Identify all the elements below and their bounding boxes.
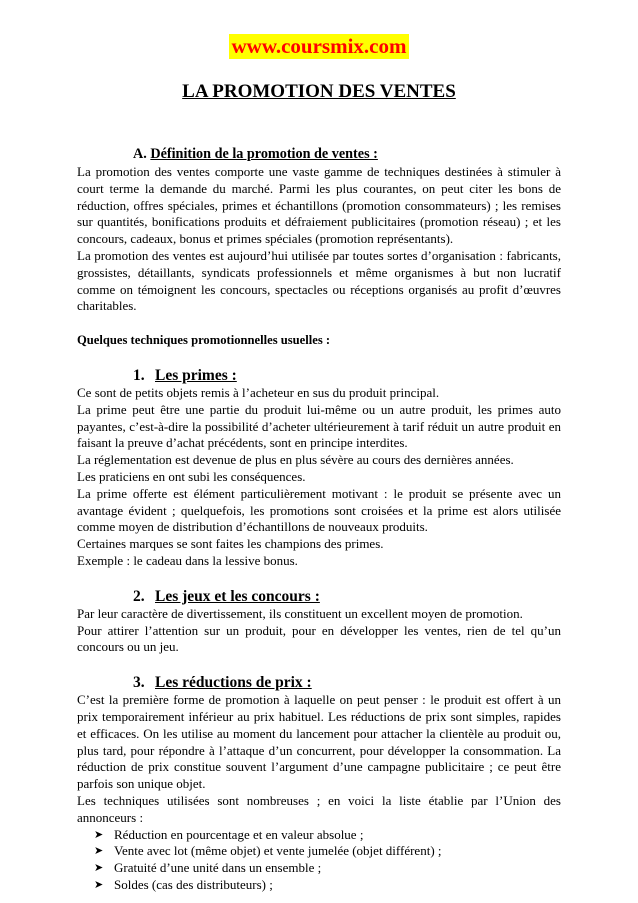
section-1-heading (77, 366, 561, 385)
section-3-number: 3. (133, 674, 145, 692)
list-item (94, 860, 561, 877)
bullet-list (77, 827, 561, 894)
section-1-paragraph: Les praticiens en ont subi les conséquences. (77, 468, 306, 484)
section-a-letter: A. (133, 146, 147, 162)
section-3-paragraph: Les techniques utilisées sont nombreuses ; en voici la liste établie par l’Union des annonceurs : (77, 792, 561, 825)
section-2-heading (77, 587, 561, 606)
section-2-paragraph: Pour attirer l’attention sur un produit, pour en développer les ventes, rien de tel qu’un concours ou un jeu. (77, 622, 561, 655)
list-item-text: Réduction en pourcentage et en valeur absolue ; (114, 826, 364, 842)
site-url[interactable]: www.coursmix.com (229, 34, 410, 59)
list-item-text: Vente avec lot (même objet) et vente jumelée (objet différent) ; (114, 843, 442, 859)
section-1-paragraph: La prime offerte est élément particulièrement motivant : le produit se présente avec un avantage évident ; quelquefois, les promotions sont croisées et la prime est alors utilisée comme moyen de distribution d’échantillons de nouveaux produits. (77, 485, 561, 535)
document-body (77, 145, 561, 894)
section-2-number: 2. (133, 587, 145, 605)
list-item (94, 877, 561, 894)
section-2-title: Les jeux et les concours : (155, 587, 320, 605)
section-3-title: Les réductions de prix : (155, 674, 312, 692)
section-1-title: Les primes : (155, 366, 237, 384)
section-1-paragraph: Ce sont de petits objets remis à l’acheteur en sus du produit principal. (77, 384, 440, 400)
arrow-right-icon: ➤ (94, 828, 104, 841)
list-item-text: Soldes (cas des distributeurs) ; (114, 876, 273, 892)
section-3-paragraph: C’est la première forme de promotion à laquelle on peut penser : le produit est offert à un prix temporairement inférieur au prix habituel. Les réductions de prix sont simples, rapides et efficaces. On les utilise au moment du lancement pour attacher la clientèle au produit ou, plus tard, pour répondre à l’attaque d’un concurrent, pour développer la consommation. La réduction de prix constitue souvent l’argument d’une campagne publicitaire ; ce peut être parfois son unique objet. (77, 692, 561, 792)
section-1-paragraph: Exemple : le cadeau dans la lessive bonus. (77, 552, 298, 568)
arrow-right-icon: ➤ (94, 862, 104, 875)
list-item (94, 843, 561, 860)
list-item-text: Gratuité d’une unité dans un ensemble ; (114, 860, 322, 876)
section-1-paragraph: Certaines marques se sont faites les champions des primes. (77, 536, 384, 552)
section-1-paragraph: La prime peut être une partie du produit lui-même ou un autre produit, les primes auto payantes, c’est-à-dire la possibilité d’acheter ultérieurement à tarif réduit un autre produit en faisant la preuve d’achat précédents, sont en principe interdites. (77, 401, 561, 451)
section-a-title: Définition de la promotion de ventes : (150, 146, 378, 162)
page-title: LA PROMOTION DES VENTES (182, 81, 456, 102)
section-1-number: 1. (133, 366, 145, 384)
techniques-heading: Quelques techniques promotionnelles usuelles : (77, 333, 331, 348)
section-a-paragraph-1: La promotion des ventes comporte une vaste gamme de techniques destinées à stimuler à court terme la demande du marché. Parmi les plus courantes, on peut citer les bons de réduction, offres spéciales, primes et échantillons (promotion consommateurs) ; les remises sur quantités, bonifications produits et défraiement publicitaires (promotion réseau) ; et les concours, cadeaux, bonus et primes spéciales (promotion représentants). (77, 164, 561, 247)
site-banner (0, 34, 638, 59)
arrow-right-icon: ➤ (94, 878, 104, 891)
section-1-paragraph: La réglementation est devenue de plus en plus sévère au cours des dernières années. (77, 452, 514, 468)
section-3-heading (77, 673, 561, 692)
section-a-paragraph-2: La promotion des ventes est aujourd’hui utilisée par toutes sortes d’organisation : fabricants, grossistes, détaillants, syndicats professionnels et même organismes à but non lucratif comme on témoignent les concours, spectacles ou réceptions organisés au profit d’œuvres charitables. (77, 247, 561, 314)
list-item (94, 827, 561, 844)
section-a-heading (77, 145, 561, 163)
arrow-right-icon: ➤ (94, 845, 104, 858)
section-2-paragraph: Par leur caractère de divertissement, ils constituent un excellent moyen de promotion. (77, 605, 523, 621)
